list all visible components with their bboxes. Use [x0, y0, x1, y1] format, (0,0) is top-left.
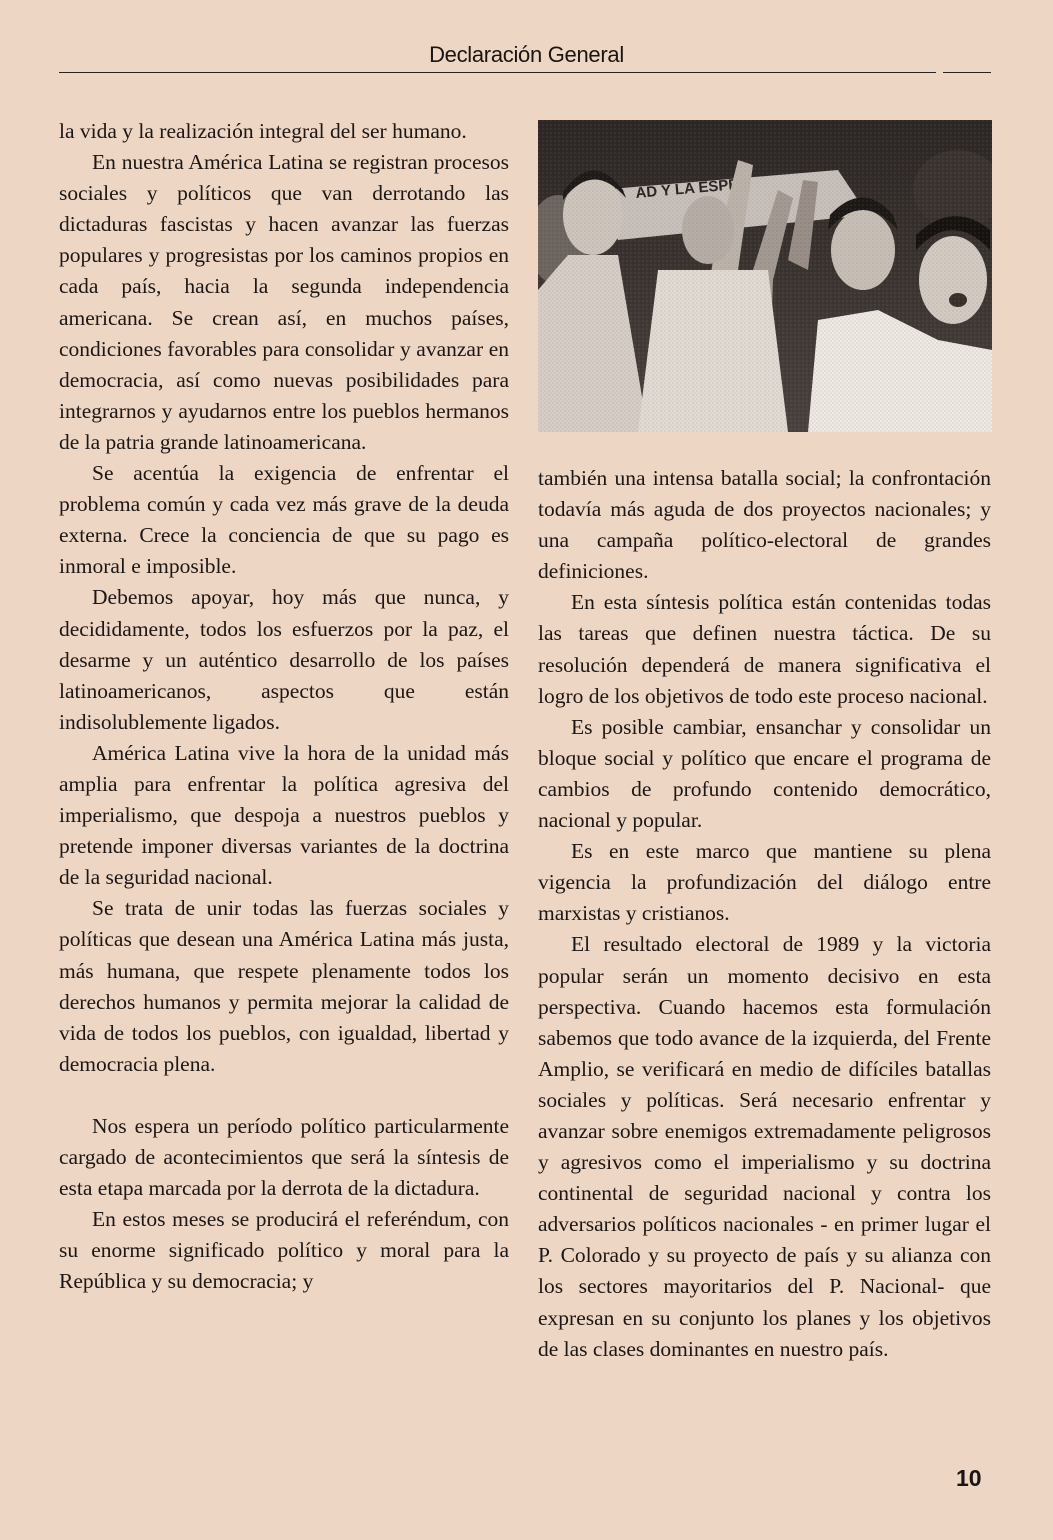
- paragraph: Se trata de unir todas las fuerzas sociales y políticas que desean una América Latina más justa, más humana, que respete plenamente todos los derechos humanos y permita mejorar la calidad de vida de todos los pueblos, con igualdad, libertad y democracia plena.: [59, 896, 509, 1076]
- paragraph: Nos espera un período político particularmente cargado de acontecimientos que será la síntesis de esta etapa marcada por la derrota de la dictadura.: [59, 1113, 509, 1201]
- paragraph: Es en este marco que mantiene su plena vigencia la profundización del diálogo entre marxistas y cristianos.: [538, 839, 991, 926]
- paragraph: también una intensa batalla social; la confrontación todavía más aguda de dos proyectos nacionales; y una campaña político-electoral de grandes definiciones.: [538, 466, 991, 584]
- page-number: 10: [956, 1465, 982, 1491]
- running-header: Declaración General: [429, 42, 624, 67]
- crowd-photo: [538, 120, 992, 432]
- paragraph: Es posible cambiar, ensanchar y consolidar un bloque social y político que encare el programa de cambios de profundo contenido democrático, nacional y popular.: [538, 714, 991, 833]
- right-column: [538, 463, 991, 1365]
- section-gap: [59, 1080, 509, 1111]
- paragraph: Se acentúa la exigencia de enfrentar el problema común y cada vez más grave de la deuda externa. Crece la conciencia de que su pago es inmoral e imposible.: [59, 461, 509, 579]
- header-rule-short: [943, 72, 991, 73]
- paragraph: En estos meses se producirá el referéndum, con su enorme significado político y moral para la República y su democracia; y: [59, 1207, 509, 1294]
- left-column: [59, 116, 509, 1297]
- paragraph: En esta síntesis política están contenidas todas las tareas que definen nuestra táctica. De su resolución dependerá de manera significativa el logro de los objetivos de todo este proceso nacional.: [538, 590, 991, 708]
- paragraph: Debemos apoyar, hoy más que nunca, y decididamente, todos los esfuerzos por la paz, el desarme y un auténtico desarrollo de los países latinoamericanos, aspectos que están indisolublemente ligados.: [59, 585, 509, 734]
- paragraph: América Latina vive la hora de la unidad más amplia para enfrentar la política agresiva del imperialismo, que despoja a nuestros pueblos y pretende imponer diversas variantes de la doctrina de la seguridad nacional.: [59, 740, 509, 890]
- paragraph: la vida y la realización integral del ser humano.: [59, 119, 467, 143]
- paragraph: En nuestra América Latina se registran procesos sociales y políticos que van derrotando las dictaduras fascistas y hacen avanzar las fuerzas populares y progresistas por los caminos propios en cada país, hacia la segunda independencia americana. Se crean así, en muchos países, condiciones favorables para consolidar y avanzar en democracia, así como nuevas posibilidades para integrarnos y ayudarnos entre los pueblos hermanos de la patria grande latinoamericana.: [59, 150, 509, 454]
- header-rule: [59, 72, 936, 73]
- paragraph: El resultado electoral de 1989 y la victoria popular serán un momento decisivo en esta perspectiva. Cuando hacemos esta formulación sabemos que todo avance de la izquierda, del Frente Amplio, se verificará en medio de difíciles batallas sociales y políticas. Será necesario enfrentar y avanzar sobre enemigos extremadamente peligrosos y agresivos como el imperialismo y su doctrina continental de seguridad nacional y contra los adversarios políticos nacionales - en primer lugar el P. Colorado y su proyecto de país y su alianza con los sectores mayoritarios del P. Nacional- que expresan en su conjunto los planes y los objetivos de las clases dominantes en nuestro país.: [538, 932, 991, 1361]
